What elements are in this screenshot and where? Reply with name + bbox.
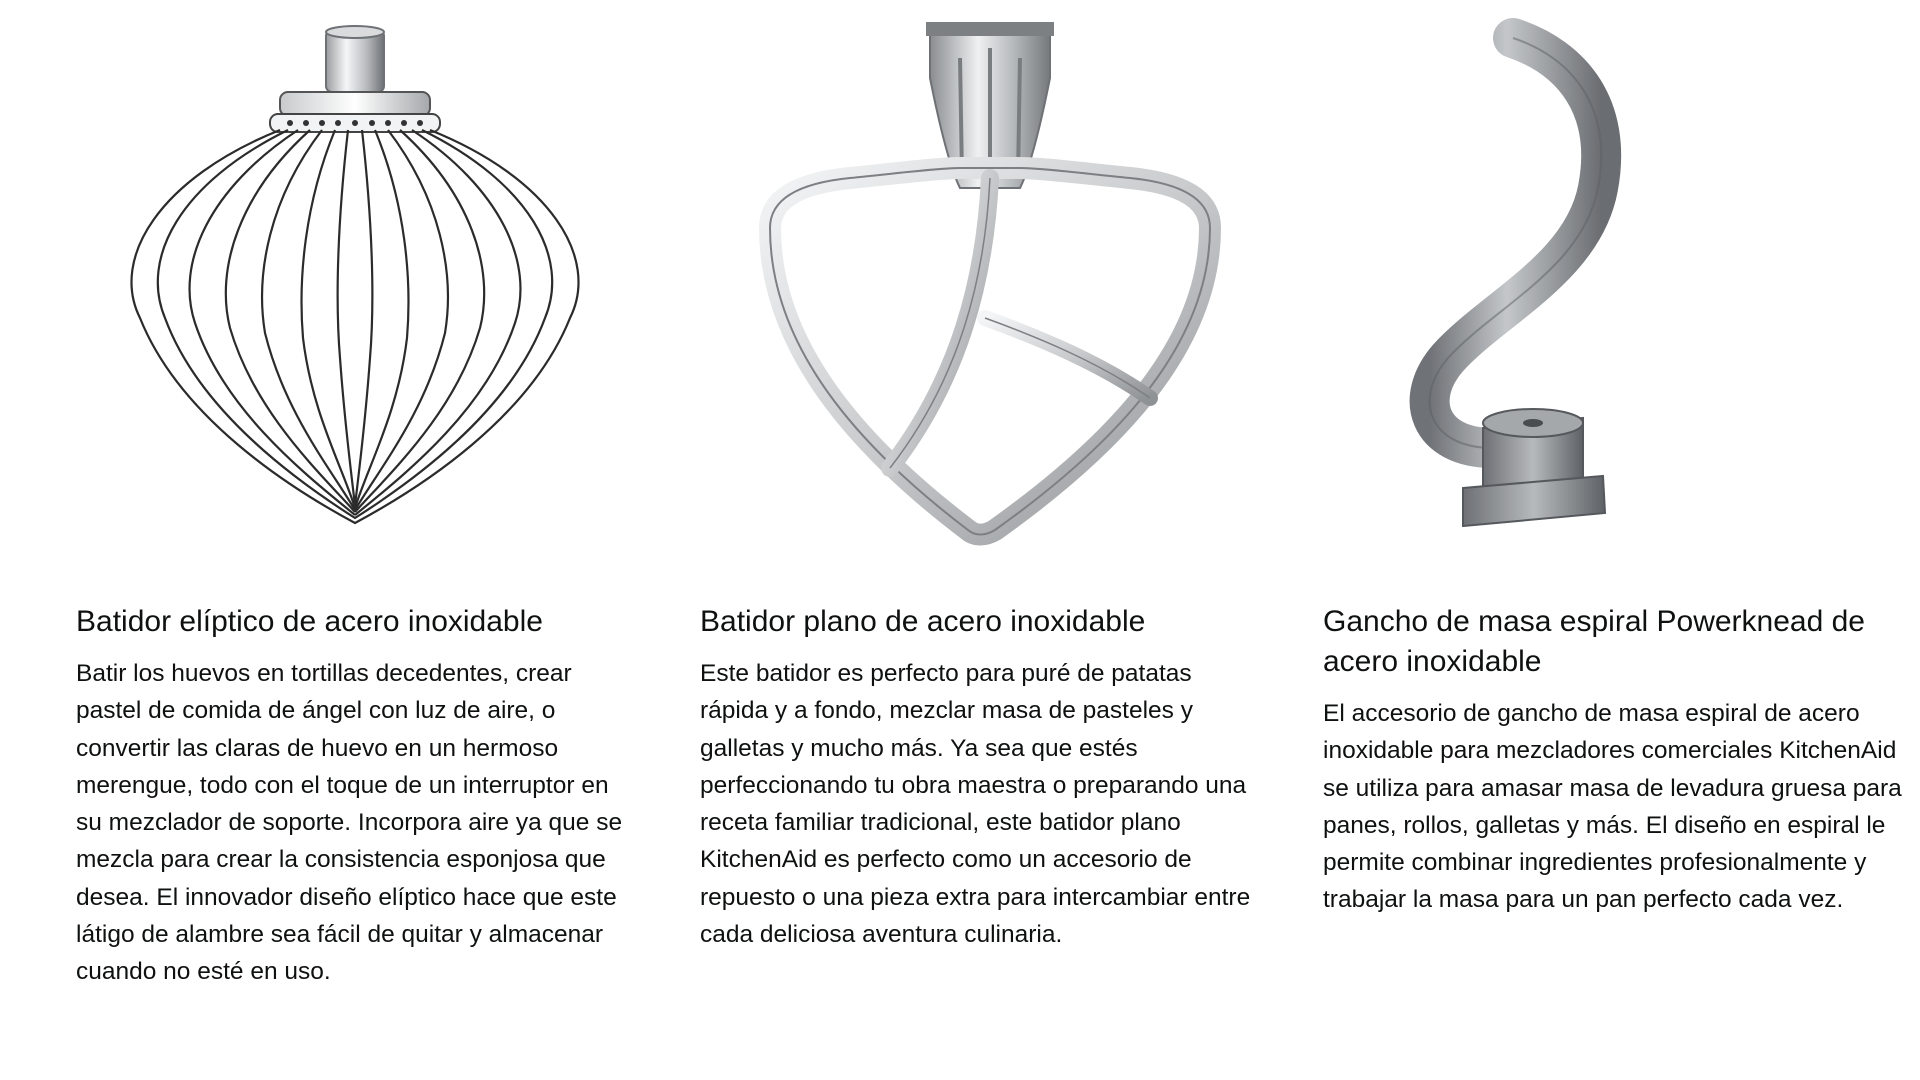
feature-title: Batidor elíptico de acero inoxidable bbox=[76, 605, 543, 638]
feature-title: Batidor plano de acero inoxidable bbox=[700, 605, 1146, 638]
elliptical-whisk-icon bbox=[120, 18, 590, 548]
flat-beater-icon bbox=[740, 18, 1240, 548]
feature-title: Gancho de masa espiral Powerknead de acero inoxidable bbox=[1323, 605, 1865, 678]
spiral-dough-hook-icon bbox=[1343, 18, 1643, 548]
feature-description: El accesorio de gancho de masa espiral de acero inoxidable para mezcladores comerciales KitchenAid se utiliza para amasar masa de levadura gruesa para panes, rollos, galletas y más. El diseño en espiral le permite combinar ingredientes profesionalmente y trabajar la masa para un pan perfecto cada vez. bbox=[1323, 700, 1902, 914]
feature-description: Este batidor es perfecto para puré de patatas rápida y a fondo, mezclar masa de pasteles y galletas y mucho más. Ya sea que estés perfeccionando tu obra maestra o preparando una receta familiar tradicional, este batidor plano KitchenAid es perfecto como un accesorio de repuesto o una pieza extra para intercambiar entre cada deliciosa aventura culinaria. bbox=[700, 660, 1251, 949]
feature-description: Batir los huevos en tortillas decedentes, crear pastel de comida de ángel con luz de aire, o convertir las claras de huevo en un hermoso merengue, todo con el toque de un interruptor en su mezclador de soporte. Incorpora aire ya que se mezcla para crear la consistencia esponjosa que desea. El innovador diseño elíptico hace que este látigo de alambre sea fácil de quitar y almacenar cuando no esté en uso. bbox=[76, 660, 623, 986]
